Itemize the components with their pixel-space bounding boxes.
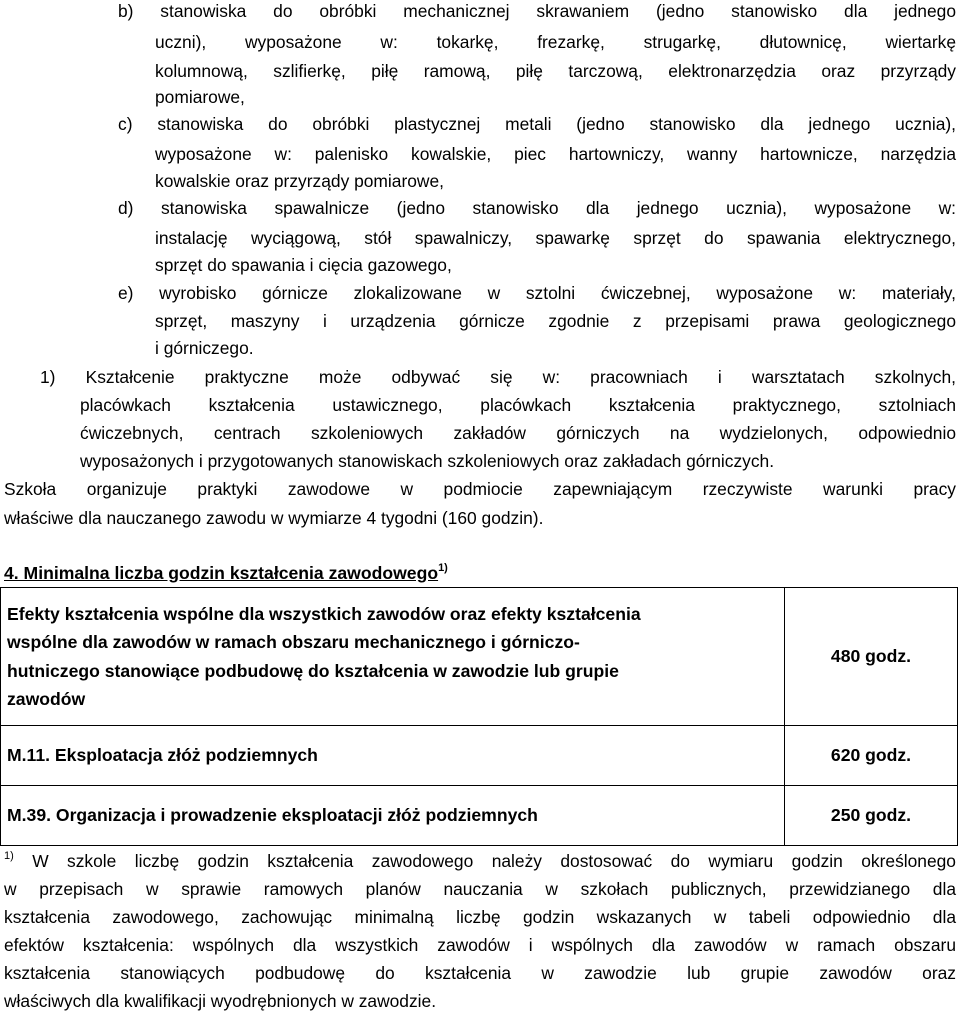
point1-line-1: 1) Kształcenie praktyczne może odbywać się w: pracowniach i warsztatach szkolnych,: [40, 367, 956, 387]
table-cell-description: M.11. Eksploatacja złóż podziemnych: [1, 726, 785, 786]
table-row: [1, 588, 958, 726]
point1-line-4: wyposażonych i przygotowanych stanowiskach szkoleniowych oraz zakładach górniczych.: [80, 451, 775, 471]
footnote-text-1: W szkole liczbę godzin kształcenia zawodowego należy dostosować do wymiaru godzin określonego: [32, 851, 956, 871]
item-d-line-3: sprzęt do spawania i cięcia gazowego,: [155, 255, 452, 275]
table-cell-hours: 250 godz.: [785, 786, 958, 846]
table-row: [1, 726, 958, 786]
table-cell-hours: 620 godz.: [785, 726, 958, 786]
school-line-2: właściwe dla nauczanego zawodu w wymiarze 4 tygodni (160 godzin).: [4, 508, 544, 528]
table-row: [1, 786, 958, 846]
item-d-line-1: d) stanowiska spawalnicze (jedno stanowisko dla jednego ucznia), wyposażone w:: [118, 198, 956, 218]
section-title: 4. Minimalna liczba godzin kształcenia zawodowego: [4, 563, 439, 583]
item-c-line-3: kowalskie oraz przyrządy pomiarowe,: [155, 171, 444, 191]
footnote-line-5: kształcenia stanowiących podbudowę do kształcenia w zawodzie lub grupie zawodów oraz: [4, 963, 956, 983]
table-cell-description: [1, 588, 785, 726]
footnote-line-3: kształcenia zawodowego, zachowując minimalną liczbę godzin wskazanych w tabeli odpowiednio dla: [4, 907, 956, 927]
item-e-line-3: i górniczego.: [155, 338, 254, 358]
school-line-1: Szkoła organizuje praktyki zawodowe w podmiocie zapewniającym rzeczywiste warunki pracy: [4, 479, 956, 499]
item-b-line-3: kolumnową, szlifierkę, piłę ramową, piłę tarczową, elektronarzędzia oraz przyrządy: [155, 61, 956, 81]
footnote-line-6: właściwych dla kwalifikacji wyodrębnionych w zawodzie.: [4, 991, 437, 1011]
table-cell-hours: 480 godz.: [785, 588, 958, 726]
item-b-line-2: uczni), wyposażone w: tokarkę, frezarkę, strugarkę, dłutownicę, wiertarkę: [155, 32, 956, 52]
point1-line-3: ćwiczebnych, centrach szkoleniowych zakładów górniczych na wydzielonych, odpowiednio: [80, 423, 956, 443]
footnote-line-4: efektów kształcenia: wspólnych dla wszystkich zawodów i wspólnych dla zawodów w ramach obszaru: [4, 935, 956, 955]
point1-line-2: placówkach kształcenia ustawicznego, placówkach kształcenia praktycznego, sztolniach: [80, 395, 956, 415]
row1-line-1: Efekty kształcenia wspólne dla wszystkich zawodów oraz efekty kształcenia: [7, 603, 641, 624]
table-cell-description: M.39. Organizacja i prowadzenie eksploatacji złóż podziemnych: [1, 786, 785, 846]
hours-table: [0, 587, 958, 846]
item-b-line-1: b) stanowiska do obróbki mechanicznej skrawaniem (jedno stanowisko dla jednego: [118, 1, 956, 21]
section-heading: [4, 562, 448, 584]
row1-line-3: hutniczego stanowiące podbudowę do kształcenia w zawodzie lub grupie: [7, 660, 619, 681]
item-c-line-1: c) stanowiska do obróbki plastycznej metali (jedno stanowisko dla jednego ucznia),: [118, 114, 956, 134]
footnote-line-2: w przepisach w sprawie ramowych planów nauczania w szkołach publicznych, przewidzianego dla: [4, 879, 956, 899]
item-b-line-4: pomiarowe,: [155, 87, 245, 107]
item-e-line-2: sprzęt, maszyny i urządzenia górnicze zgodnie z przepisami prawa geologicznego: [155, 311, 956, 331]
item-d-line-2: instalację wyciągową, stół spawalniczy, spawarkę sprzęt do spawania elektrycznego,: [155, 228, 956, 248]
section-title-footnote-mark: 1): [438, 562, 448, 574]
footnote-line-1: [4, 850, 956, 872]
item-e-line-1: e) wyrobisko górnicze zlokalizowane w sztolni ćwiczebnej, wyposażone w: materiały,: [118, 283, 956, 303]
row1-line-2: wspólne dla zawodów w ramach obszaru mechanicznego i górniczo-: [7, 632, 580, 652]
row1-line-4: zawodów: [7, 689, 86, 709]
footnote-mark: 1): [4, 850, 14, 862]
item-c-line-2: wyposażone w: palenisko kowalskie, piec hartowniczy, wanny hartownicze, narzędzia: [155, 144, 956, 164]
